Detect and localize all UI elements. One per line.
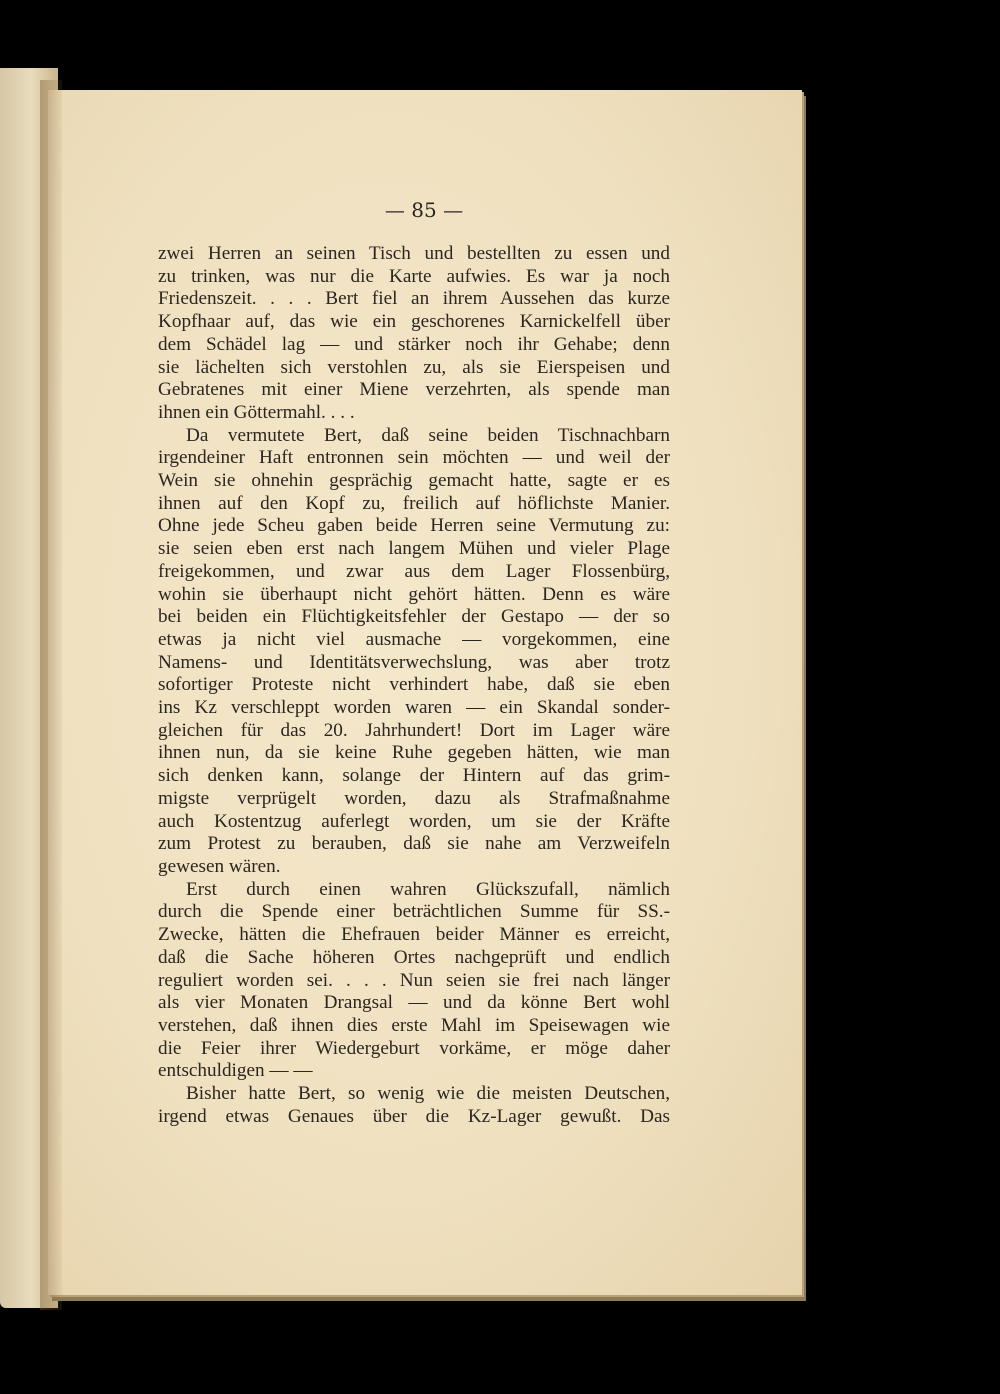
text-line: als vier Monaten Drangsal — und da könne Bert wohl	[158, 992, 670, 1014]
text-line: sie seien eben erst nach langem Mühen und vieler Plage	[158, 538, 670, 560]
text-line: freigekommen, und zwar aus dem Lager Flossenbürg,	[158, 560, 670, 582]
text-line: ihnen nun, da sie keine Ruhe gegeben hätten, wie man	[158, 742, 670, 764]
text-line: irgendeiner Haft entronnen sein möchten — und weil der	[158, 447, 670, 469]
text-line: zu trinken, was nur die Karte aufwies. Es war ja noch	[158, 265, 670, 287]
page-number: — 85 —	[384, 198, 464, 222]
text-line: Da vermutete Bert, daß seine beiden Tischnachbarn	[186, 424, 670, 446]
page-body-text	[158, 243, 670, 1128]
text-line: auch Kostentzug auferlegt worden, um sie der Kräfte	[158, 810, 670, 832]
text-line: Bisher hatte Bert, so wenig wie die meisten Deutschen,	[186, 1083, 670, 1105]
text-line: Wein sie ohnehin gesprächig gemacht hatte, sagte er es	[158, 470, 670, 492]
text-line: zwei Herren an seinen Tisch und bestellten zu essen und	[158, 243, 670, 264]
text-line: sich denken kann, solange der Hintern auf das grim-	[158, 765, 670, 787]
text-line: reguliert worden sei. . . . Nun seien sie frei nach länger	[158, 969, 670, 991]
text-line: verstehen, daß ihnen dies erste Mahl im Speisewagen wie	[158, 1014, 670, 1036]
text-line: zum Protest zu berauben, daß sie nahe am Verzweifeln	[158, 833, 670, 855]
text-line: daß die Sache höheren Ortes nachgeprüft und endlich	[158, 946, 670, 968]
text-line: ihnen ein Göttermahl. . . .	[158, 401, 355, 423]
text-line: entschuldigen — —	[158, 1060, 313, 1082]
text-line: etwas ja nicht viel ausmache — vorgekommen, eine	[158, 628, 670, 650]
text-line: Zwecke, hätten die Ehefrauen beider Männer es erreicht,	[158, 924, 670, 946]
text-line: Kopfhaar auf, das wie ein geschorenes Karnickelfell über	[158, 311, 670, 333]
text-line: Ohne jede Scheu gaben beide Herren seine Vermutung zu:	[158, 515, 670, 537]
text-line: dem Schädel lag — und stärker noch ihr Gehabe; denn	[158, 333, 670, 355]
spine-shadow	[40, 80, 62, 1310]
text-line: irgend etwas Genaues über die Kz-Lager gewußt. Das	[158, 1105, 670, 1127]
text-line: sofortiger Proteste nicht verhindert habe, daß sie eben	[158, 674, 670, 696]
book-page	[48, 90, 802, 1295]
text-line: wohin sie überhaupt nicht gehört hätten. Denn es wäre	[158, 583, 670, 605]
text-line: sie lächelten sich verstohlen zu, als sie Eierspeisen und	[158, 356, 670, 378]
text-line: Erst durch einen wahren Glückszufall, nämlich	[186, 878, 670, 900]
text-line: Gebratenes mit einer Miene verzehrten, als spende man	[158, 379, 670, 401]
text-line: durch die Spende einer beträchtlichen Summe für SS.-	[158, 901, 670, 923]
text-line: ins Kz verschleppt worden waren — ein Skandal sonder-	[158, 697, 670, 719]
text-line: die Feier ihrer Wiedergeburt vorkäme, er möge daher	[158, 1037, 670, 1059]
text-line: gleichen für das 20. Jahrhundert! Dort im Lager wäre	[158, 719, 670, 741]
text-line: Namens- und Identitätsverwechslung, was aber trotz	[158, 651, 670, 673]
text-line: ihnen auf den Kopf zu, freilich auf höflichste Manier.	[158, 492, 670, 514]
text-line: bei beiden ein Flüchtigkeitsfehler der Gestapo — der so	[158, 606, 670, 628]
text-line: gewesen wären.	[158, 855, 281, 877]
text-line: Friedenszeit. . . . Bert fiel an ihrem Aussehen das kurze	[158, 288, 670, 310]
text-line: migste verprügelt worden, dazu als Strafmaßnahme	[158, 787, 670, 809]
